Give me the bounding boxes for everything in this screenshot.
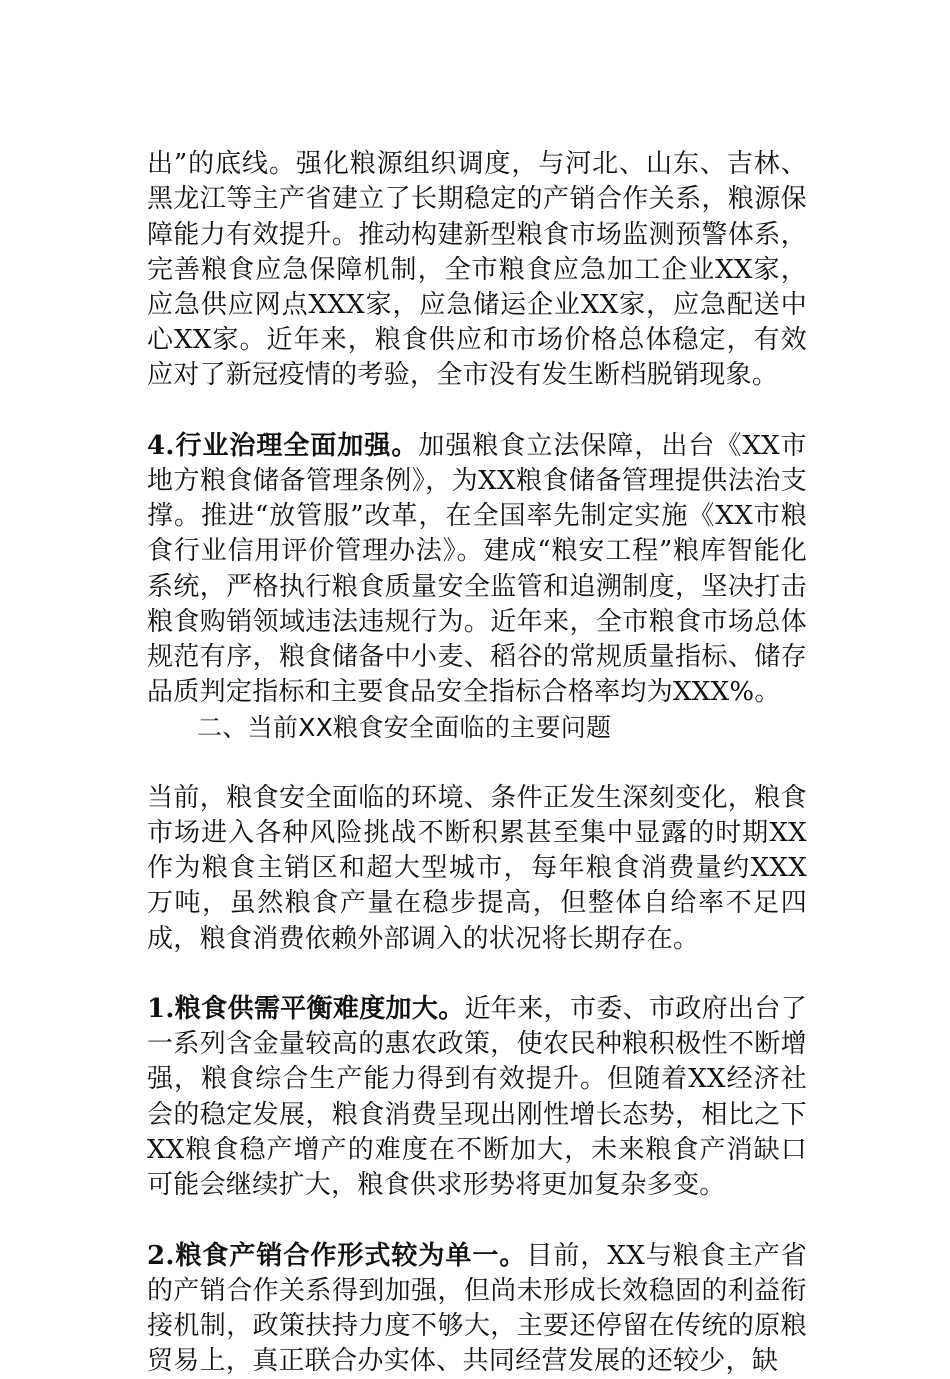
- paragraph-current-situation: [147, 746, 807, 957]
- paragraph-text: 近年来，市委、市政府出台了一系列含金量较高的惠农政策，使农民种粮积极性不断增强，粮食综合生产能力得到有效提升。但随着XX经济社会的稳定发展，粮食消费呈现出刚性增长态势，相比之下XX粮食稳产增产的难度在不断加大，未来粮食产消缺口可能会继续扩大，粮食供求形势将更加复杂多变。: [147, 994, 808, 1201]
- paragraph-industry-governance: [147, 394, 807, 711]
- paragraph-grain-supply-continuation: [147, 112, 807, 394]
- paragraph-text: 当前，粮食安全面临的环境、条件正发生深刻变化，粮食市场进入各种风险挑战不断积累甚至集中显露的时期XX作为粮食主销区和超大型城市，每年粮食消费量约XXX万吨，虽然粮食产量在稳步提高，但整体自给率不足四成，粮食消费依赖外部调入的状况将长期存在。: [147, 782, 807, 954]
- paragraph-lead-heading: 4.行业治理全面加强。: [147, 430, 419, 461]
- paragraph-supply-demand-balance: [147, 957, 807, 1203]
- document-body: [147, 112, 807, 1379]
- paragraph-lead-heading: 2.粮食产销合作形式较为单一。: [147, 1240, 527, 1271]
- paragraph-text: 出”的底线。强化粮源组织调度，与河北、山东、吉林、黑龙江等主产省建立了长期稳定的产销合作关系，粮源保障能力有效提升。推动构建新型粮食市场监测预警体系，完善粮食应急保障机制，全市粮食应急加工企业XX家，应急供应网点XXX家，应急储运企业XX家，应急配送中心XX家。近年来，粮食供应和市场价格总体稳定，有效应对了新冠疫情的考验，全市没有发生断档脱销现象。: [147, 149, 807, 391]
- paragraph-lead-heading: 1.粮食供需平衡难度加大。: [147, 994, 465, 1025]
- section-heading-main-problems: 二、当前XX粮食安全面临的主要问题: [197, 713, 612, 743]
- paragraph-text: 加强粮食立法保障，出台《XX市地方粮食储备管理条例》，为XX粮食储备管理提供法治支撑。推进“放管服”改革，在全国率先制定实施《XX市粮食行业信用评价管理办法》。建成“粮安工程”粮库智能化系统，严格执行粮食质量安全监管和追溯制度，坚决打击粮食购销领域违法违规行为。近年来，全市粮食市场总体规范有序，粮食储备中小麦、稻谷的常规质量指标、储存品质判定指标和主要食品安全指标合格率均为XXX%。: [147, 430, 807, 708]
- paragraph-text: 目前，XX与粮食主产省的产销合作关系得到加强，但尚未形成长效稳固的利益衔接机制，政策扶持力度不够大，主要还停留在传统的原粮贸易上，真正联合办实体、共同经营发展的还较少，缺: [147, 1240, 807, 1377]
- paragraph-production-sales-cooperation: [147, 1203, 807, 1379]
